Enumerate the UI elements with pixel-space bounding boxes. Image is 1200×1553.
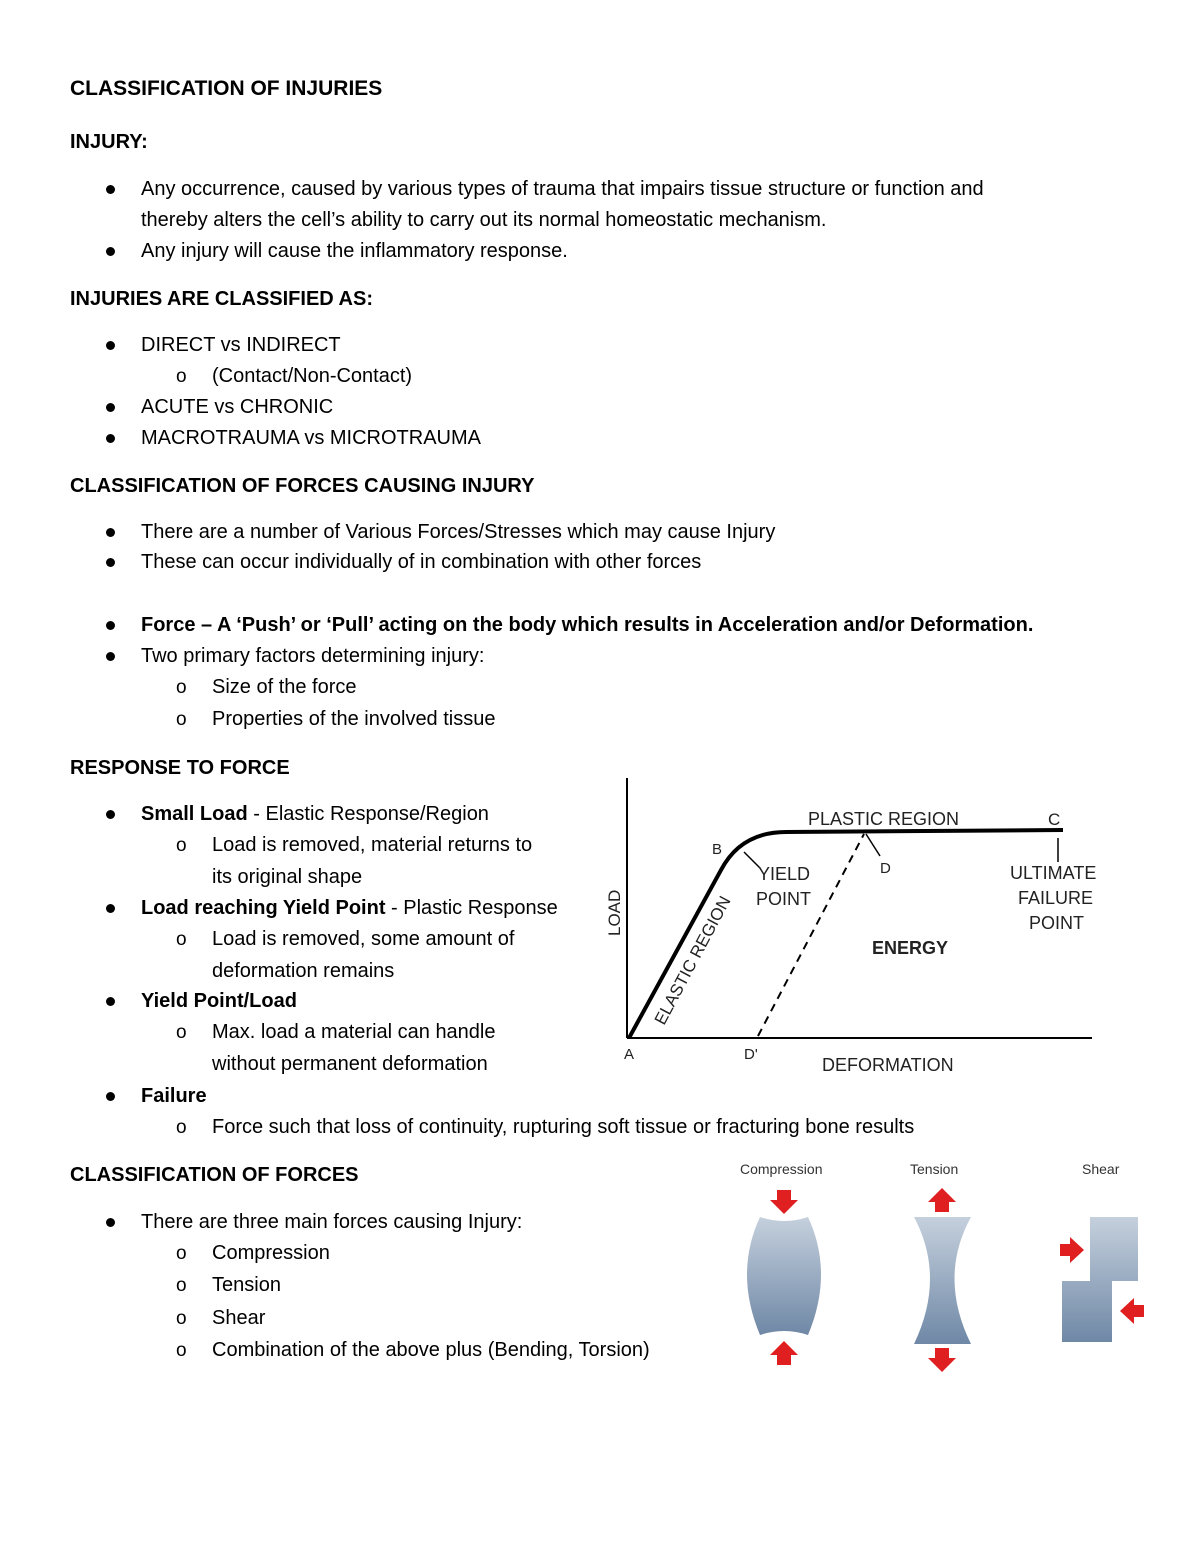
classified-item-direct: DIRECT vs INDIRECT — [141, 334, 341, 356]
sub-bullet-icon: o — [176, 366, 187, 387]
shear-shape — [1062, 1217, 1138, 1342]
injury-bullet-1-line-1: Any occurrence, caused by various types of trauma that impairs tissue structure or function and — [141, 178, 984, 200]
load-curve — [629, 830, 1063, 1038]
yield-point-label: Yield Point/Load — [141, 990, 297, 1012]
x-axis-label: DEFORMATION — [822, 1055, 954, 1075]
yield-load-text: - Plastic Response — [385, 897, 558, 919]
tension-caption: Tension — [910, 1161, 959, 1177]
bullet-icon — [106, 621, 115, 630]
bullet-icon — [106, 810, 115, 819]
injury-bullet-2: Any injury will cause the inflammatory response. — [141, 240, 568, 262]
yield-load-item — [141, 897, 558, 920]
shear-arrow-right-icon — [1060, 1237, 1084, 1263]
bullet-icon — [106, 558, 115, 567]
tension-shape — [914, 1217, 971, 1344]
force-compression: Compression — [212, 1242, 330, 1264]
small-load-sub-2: its original shape — [212, 866, 363, 888]
sub-bullet-icon: o — [176, 1340, 187, 1361]
failure-sub: Force such that loss of continuity, rupturing soft tissue or fracturing bone results — [212, 1116, 915, 1138]
forces-causing-bullet-2: These can occur individually of in combination with other forces — [141, 551, 702, 573]
ultimate-label-2: FAILURE — [1018, 888, 1094, 908]
failure-label: Failure — [141, 1085, 207, 1107]
force-definition: Force – A ‘Push’ or ‘Pull’ acting on the body which results in Acceleration and/or Deformation. — [141, 614, 1034, 636]
compression-arrow-up-icon — [770, 1341, 798, 1365]
small-load-label: Small Load — [141, 803, 248, 825]
ultimate-label-1: ULTIMATE — [1010, 863, 1097, 883]
tension-arrow-up-icon — [928, 1188, 956, 1212]
force-tension: Tension — [212, 1274, 281, 1296]
plastic-region-label: PLASTIC REGION — [808, 809, 960, 829]
yield-load-sub-2: deformation remains — [212, 960, 395, 982]
response-heading: RESPONSE TO FORCE — [70, 757, 290, 779]
bullet-icon — [106, 528, 115, 537]
point-c-label: C — [1048, 810, 1061, 829]
point-b-label: B — [712, 841, 723, 858]
small-load-sub-1: Load is removed, material returns to — [212, 834, 533, 856]
point-d-prime-label: D' — [744, 1046, 758, 1063]
yield-load-sub-1: Load is removed, some amount of — [212, 928, 515, 950]
compression-caption: Compression — [740, 1161, 823, 1177]
page-title: CLASSIFICATION OF INJURIES — [70, 77, 383, 100]
bullet-icon — [106, 185, 115, 194]
bullet-icon — [106, 247, 115, 256]
sub-bullet-icon: o — [176, 1275, 187, 1296]
classified-heading: INJURIES ARE CLASSIFIED AS: — [70, 288, 373, 310]
ultimate-label-3: POINT — [1029, 913, 1085, 933]
sub-bullet-icon: o — [176, 929, 187, 950]
classification-forces-heading: CLASSIFICATION OF FORCES — [70, 1164, 359, 1186]
forces-causing-heading: CLASSIFICATION OF FORCES CAUSING INJURY — [70, 475, 535, 497]
sub-bullet-icon: o — [176, 709, 187, 730]
force-combination: Combination of the above plus (Bending, Torsion) — [212, 1339, 650, 1361]
yield-load-label: Load reaching Yield Point — [141, 897, 386, 919]
factor-properties: Properties of the involved tissue — [212, 708, 496, 730]
yield-point-sub-2: without permanent deformation — [212, 1053, 488, 1075]
point-d-label: D — [880, 860, 891, 877]
bullet-icon — [106, 434, 115, 443]
sub-bullet-icon: o — [176, 1308, 187, 1329]
y-axis-label: LOAD — [605, 889, 624, 936]
yield-label-1: YIELD — [758, 864, 811, 884]
bullet-icon — [106, 1218, 115, 1227]
bullet-icon — [106, 652, 115, 661]
shear-caption: Shear — [1082, 1161, 1120, 1177]
sub-bullet-icon: o — [176, 1243, 187, 1264]
classified-item-acute: ACUTE vs CHRONIC — [141, 396, 334, 418]
yield-point-sub-1: Max. load a material can handle — [212, 1021, 496, 1043]
bullet-icon — [106, 403, 115, 412]
classified-item-macro: MACROTRAUMA vs MICROTRAUMA — [141, 427, 481, 449]
classified-item-contact: (Contact/Non-Contact) — [212, 365, 413, 387]
compression-shape — [747, 1217, 821, 1335]
shear-arrow-left-icon — [1120, 1298, 1144, 1324]
factor-size: Size of the force — [212, 676, 357, 698]
yield-label-2: POINT — [756, 889, 812, 909]
d-pointer — [866, 834, 880, 856]
force-shear: Shear — [212, 1307, 266, 1329]
bullet-icon — [106, 997, 115, 1006]
injury-heading: INJURY: — [70, 131, 148, 153]
injury-bullet-1-line-2: thereby alters the cell’s ability to carry out its normal homeostatic mechanism. — [141, 209, 827, 231]
bullet-icon — [106, 341, 115, 350]
force-figures — [728, 1155, 1158, 1375]
bullet-icon — [106, 904, 115, 913]
sub-bullet-icon: o — [176, 835, 187, 856]
sub-bullet-icon: o — [176, 1022, 187, 1043]
tension-arrow-down-icon — [928, 1348, 956, 1372]
sub-bullet-icon: o — [176, 677, 187, 698]
elastic-region-label: ELASTIC REGION — [650, 893, 735, 1028]
small-load-item — [141, 803, 489, 826]
energy-label: ENERGY — [872, 938, 949, 958]
sub-bullet-icon: o — [176, 1117, 187, 1138]
forces-causing-bullet-1: There are a number of Various Forces/Stresses which may cause Injury — [141, 521, 776, 543]
point-a-label: A — [624, 1046, 635, 1063]
small-load-text: - Elastic Response/Region — [247, 803, 489, 825]
three-forces-intro: There are three main forces causing Injury: — [141, 1211, 523, 1233]
bullet-icon — [106, 1092, 115, 1101]
load-deformation-diagram — [596, 770, 1106, 1080]
compression-arrow-down-icon — [770, 1190, 798, 1214]
primary-factors: Two primary factors determining injury: — [141, 645, 485, 667]
